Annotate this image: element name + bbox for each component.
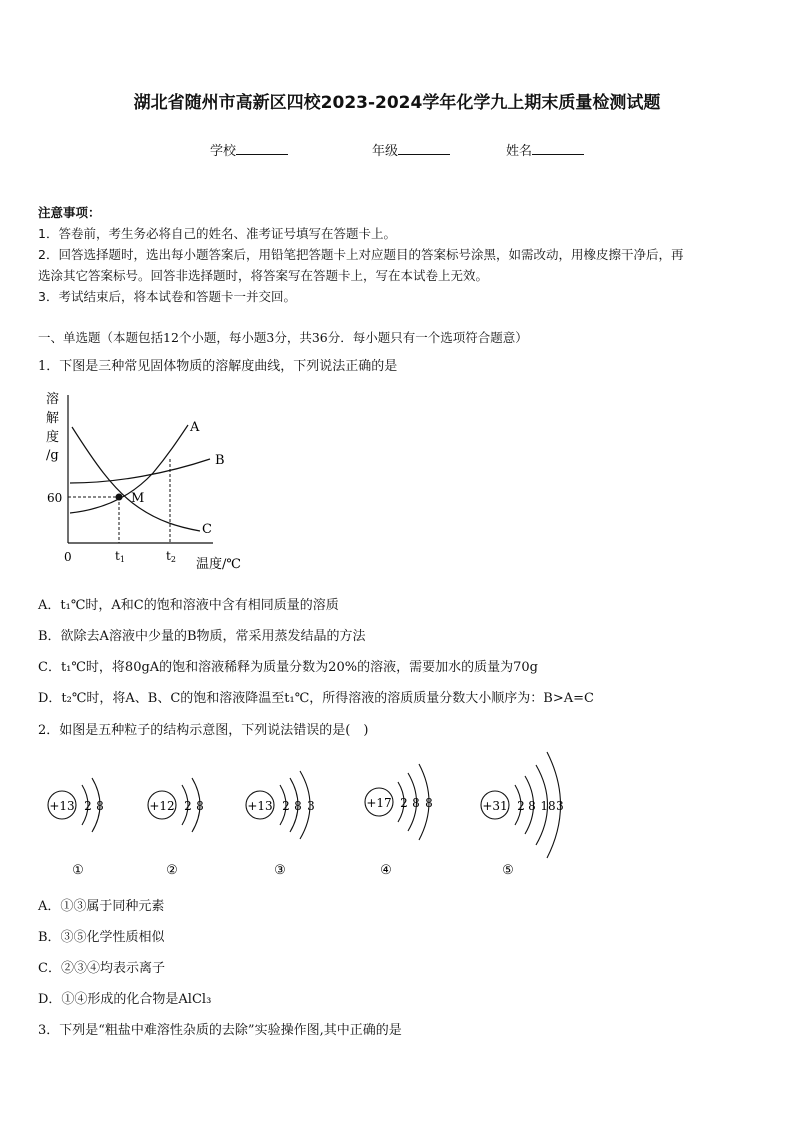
nucleus-charge: +12 <box>149 799 175 813</box>
notice-item: 选涂其它答案标号。回答非选择题时，将答案写在答题卡上，写在本试卷上无效。 <box>38 268 489 283</box>
school-label: 学校 <box>210 144 237 159</box>
shell-electrons: 3 <box>556 799 564 813</box>
atom-2 <box>148 778 204 878</box>
shell-electrons: 8 <box>528 799 536 813</box>
solubility-curve-figure <box>38 385 268 575</box>
question-1-stem: 1．下图是三种常见固体物质的溶解度曲线，下列说法正确的是 <box>38 359 398 374</box>
grade-label: 年级 <box>372 144 399 159</box>
atom-4 <box>365 764 433 878</box>
y-label-char: 度 <box>46 430 60 445</box>
section-heading: 一、单选题（本题包括12个小题，每小题3分，共36分．每小题只有一个选项符合题意） <box>38 330 528 345</box>
atom-label: ③ <box>274 863 286 878</box>
notice-item: 2．回答选择题时，选出每小题答案后，用铅笔把答题卡上对应题目的答案标号涂黑，如需改动，用橡皮擦干净后，再 <box>38 247 684 262</box>
y-label-char: 解 <box>46 411 60 426</box>
atom-3 <box>246 771 315 878</box>
shell-electrons: 2 <box>84 799 92 813</box>
shell-electrons: 18 <box>540 799 556 813</box>
atom-5 <box>481 752 564 878</box>
q2-option-c[interactable]: C．②③④均表示离子 <box>38 961 165 976</box>
q1-option-b[interactable]: B．欲除去A溶液中少量的B物质，常采用蒸发结晶的方法 <box>38 629 366 644</box>
curve-a-label: A <box>190 420 200 435</box>
curve-c-label: C <box>202 522 212 537</box>
question-2-stem: 2．如图是五种粒子的结构示意图，下列说法错误的是( ) <box>38 723 369 738</box>
shell-electrons: 8 <box>425 796 433 810</box>
atom-label: ② <box>166 863 178 878</box>
atom-structure-figure <box>38 748 598 883</box>
x-axis-label: 温度/℃ <box>196 557 241 572</box>
atom-1 <box>48 778 104 878</box>
atom-label: ① <box>72 863 84 878</box>
point-m-label: M <box>131 491 145 506</box>
shell-electrons: 8 <box>412 796 420 810</box>
origin-label: 0 <box>64 550 72 564</box>
nucleus-charge: +13 <box>247 799 273 813</box>
notice-item: 1．答卷前，考生务必将自己的姓名、准考证号填写在答题卡上。 <box>38 226 396 241</box>
q2-option-b[interactable]: B．③⑤化学性质相似 <box>38 930 165 945</box>
shell-electrons: 3 <box>307 799 315 813</box>
name-label: 姓名 <box>506 144 533 159</box>
y-label-char: 溶 <box>46 392 60 407</box>
q1-option-c[interactable]: C．t₁℃时，将80gA的饱和溶液稀释为质量分数为20%的溶液，需要加水的质量为70g <box>38 660 538 675</box>
question-3-stem: 3．下列是“粗盐中难溶性杂质的去除”实验操作图,其中正确的是 <box>38 1023 402 1038</box>
shell-electrons: 8 <box>96 799 104 813</box>
q1-option-d[interactable]: D．t₂℃时，将A、B、C的饱和溶液降温至t₁℃，所得溶液的溶质质量分数大小顺序为：B>A=C <box>38 691 594 706</box>
q2-option-a[interactable]: A．①③属于同种元素 <box>38 899 165 914</box>
name-field[interactable] <box>506 140 584 159</box>
x-tick-t1: t1 <box>115 549 125 564</box>
shell-electrons: 8 <box>196 799 204 813</box>
curve-c <box>72 427 200 531</box>
notice-item: 3．考试结束后，将本试卷和答题卡一并交回。 <box>38 289 296 304</box>
notice-heading: 注意事项： <box>38 205 101 220</box>
atom-label: ⑤ <box>502 863 514 878</box>
school-field[interactable] <box>210 140 288 159</box>
shell-electrons: 2 <box>517 799 525 813</box>
nucleus-charge: +31 <box>482 799 508 813</box>
q1-option-a[interactable]: A．t₁℃时，A和C的饱和溶液中含有相同质量的溶质 <box>38 598 339 613</box>
shell-electrons: 8 <box>294 799 302 813</box>
y-tick-60: 60 <box>47 491 63 505</box>
q2-option-d[interactable]: D．①④形成的化合物是AlCl₃ <box>38 992 212 1007</box>
grade-blank[interactable] <box>398 142 450 155</box>
curve-b <box>70 459 210 483</box>
shell-electrons: 2 <box>184 799 192 813</box>
curve-b-label: B <box>215 453 225 468</box>
school-blank[interactable] <box>236 142 288 155</box>
page-title: 湖北省随州市高新区四校2023-2024学年化学九上期末质量检测试题 <box>133 93 661 113</box>
grade-field[interactable] <box>372 140 450 159</box>
name-blank[interactable] <box>532 142 584 155</box>
x-tick-t2: t2 <box>166 549 176 564</box>
y-label-char: /g <box>46 448 59 463</box>
nucleus-charge: +17 <box>366 796 392 810</box>
atom-label: ④ <box>380 863 392 878</box>
nucleus-charge: +13 <box>49 799 75 813</box>
shell-electrons: 2 <box>400 796 408 810</box>
shell-electrons: 2 <box>282 799 290 813</box>
point-m <box>116 494 123 501</box>
